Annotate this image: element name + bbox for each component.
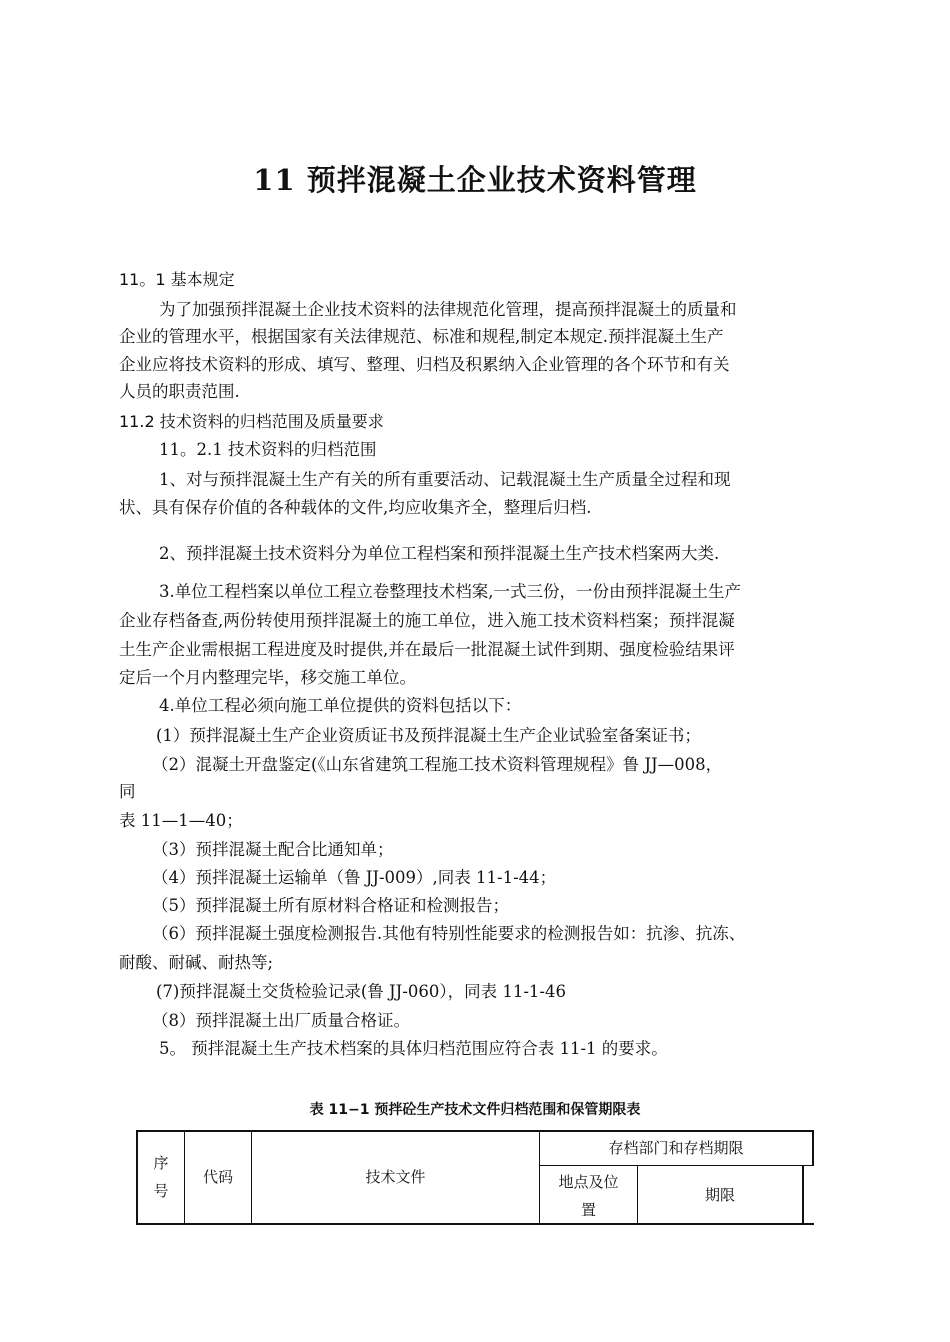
list-item: (1）预拌混凝土生产企业资质证书及预拌混凝土生产企业试验室备案证书； <box>156 726 701 745</box>
paragraph-line: 4.单位工程必须向施工单位提供的资料包括以下： <box>159 696 522 715</box>
list-item: （8）预拌混凝土出厂质量合格证。 <box>152 1011 410 1030</box>
header-technical-file: 技术文件 <box>365 1168 426 1186</box>
paragraph-line: 5。 预拌混凝土生产技术档案的具体归档范围应符合表 11-1 的要求。 <box>159 1039 668 1058</box>
paragraph-line: 土生产企业需根据工程进度及时提供,并在最后一批混凝土试件到期、强度检验结果评 <box>119 640 735 659</box>
section-heading-11-2: 11.2 技术资料的归档范围及质量要求 <box>119 412 384 431</box>
paragraph-line: 1、对与预拌混凝土生产有关的所有重要活动、记载混凝土生产质量全过程和现 <box>159 470 731 489</box>
list-item: （5）预拌混凝土所有原材料合格证和检测报告； <box>152 896 509 915</box>
header-seq-line1: 序 <box>153 1154 169 1172</box>
table-border-right-upper <box>812 1130 814 1166</box>
paragraph-line: 人员的职责范围. <box>119 382 240 401</box>
table-border-top <box>136 1130 814 1132</box>
row-divider <box>539 1165 814 1166</box>
list-item-continuation: 表 11—1—40； <box>119 811 243 830</box>
paragraph-line: 状、具有保存价值的各种载体的文件,均应收集齐全，整理后归档. <box>119 498 592 517</box>
paragraph-line: 企业的管理水平，根据国家有关法律规范、标准和规程,制定本规定.预拌混凝土生产 <box>119 327 724 346</box>
document-title: 11 预拌混凝土企业技术资料管理 <box>253 163 697 197</box>
header-location-line2: 置 <box>580 1201 596 1219</box>
list-item: （4）预拌混凝土运输单（鲁 JJ-009）,同表 11-1-44； <box>152 868 557 887</box>
list-item-continuation: 同 <box>119 782 136 801</box>
list-item-continuation: 耐酸、耐碱、耐热等; <box>119 953 274 972</box>
paragraph-line: 3.单位工程档案以单位工程立卷整理技术档案,一式三份，一份由预拌混凝土生产 <box>159 582 741 601</box>
header-period: 期限 <box>704 1186 735 1204</box>
paragraph-line: 企业应将技术资料的形成、填写、整理、归档及积累纳入企业管理的各个环节和有关 <box>119 355 730 374</box>
header-seq-line2: 号 <box>153 1182 169 1200</box>
list-item: （3）预拌混凝土配合比通知单； <box>152 840 394 859</box>
list-item: （6）预拌混凝土强度检测报告.其他有特别性能要求的检测报告如：抗渗、抗冻、 <box>152 924 746 943</box>
list-item: (7)预拌混凝土交货检验记录(鲁 JJ-060），同表 11-1-46 <box>156 982 566 1001</box>
table-border-bottom <box>136 1223 814 1225</box>
paragraph-line: 定后一个月内整理完毕，移交施工单位。 <box>119 668 416 687</box>
paragraph-line: 为了加强预拌混凝土企业技术资料的法律规范化管理，提高预拌混凝土的质量和 <box>159 300 737 319</box>
subsection-heading: 11。2.1 技术资料的归档范围 <box>159 440 377 459</box>
list-item: （2）混凝土开盘鉴定(《山东省建筑工程施工技术资料管理规程》鲁 JJ—008， <box>152 755 723 774</box>
section-heading-11-1: 11。1 基本规定 <box>119 270 235 289</box>
paragraph-line: 2、预拌混凝土技术资料分为单位工程档案和预拌混凝土生产技术档案两大类. <box>159 544 720 563</box>
header-location-line1: 地点及位 <box>558 1173 619 1191</box>
header-archive-group: 存档部门和存档期限 <box>608 1139 744 1157</box>
header-code: 代码 <box>202 1168 233 1186</box>
table-caption: 表 11−1 预拌砼生产技术文件归档范围和保管期限表 <box>309 1102 641 1118</box>
table-border-right-lower <box>802 1166 804 1225</box>
paragraph-line: 企业存档备查,两份转使用预拌混凝土的施工单位，进入施工技术资料档案；预拌混凝 <box>119 611 735 630</box>
